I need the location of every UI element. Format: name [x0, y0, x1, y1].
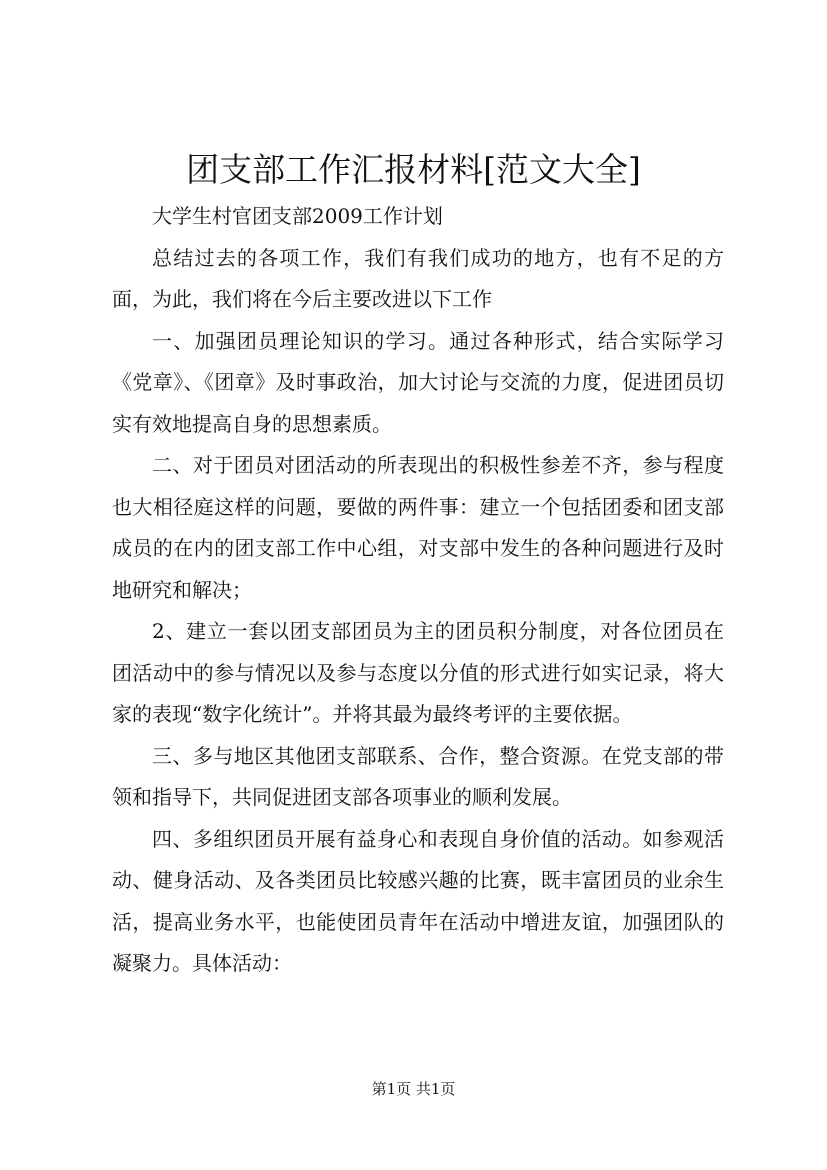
- paragraph-item-two-point-two: 2、建立一套以团支部团员为主的团员积分制度，对各位团员在团活动中的参与情况以及参与态度以分值的形式进行如实记录，将大家的表现“数字化统计”。并将其最为最终考评的主要依据。: [112, 619, 724, 726]
- paragraph-item-two: 二、对于团员对团活动的所表现出的积极性参差不齐，参与程度也大相径庭这样的问题，要做的两件事：建立一个包括团委和团支部成员的在内的团支部工作中心组，对支部中发生的各种问题进行及时地研究和解决；: [112, 453, 724, 602]
- paragraph-item-one: 一、加强团员理论知识的学习。通过各种形式，结合实际学习《党章》、《团章》及时事政治，加大讨论与交流的力度，促进团员切实有效地提高自身的思想素质。: [112, 328, 724, 436]
- paragraph-summary: 总结过去的各项工作，我们有我们成功的地方，也有不足的方面，为此，我们将在今后主要改进以下工作: [112, 245, 724, 311]
- page-footer: 第1页 共1页: [371, 1080, 456, 1098]
- document-subtitle: 大学生村官团支部2009工作计划: [152, 204, 443, 228]
- document-title: 团支部工作汇报材料[范文大全]: [186, 150, 641, 189]
- paragraph-item-four: 四、多组织团员开展有益身心和表现自身价值的活动。如参观活动、健身活动、及各类团员比较感兴趣的比赛，既丰富团员的业余生活，提高业务水平，也能使团员青年在活动中增进友谊，加强团队的凝聚力。具体活动：: [112, 826, 724, 975]
- paragraph-item-three: 三、多与地区其他团支部联系、合作，整合资源。在党支部的带领和指导下，共同促进团支部各项事业的顺利发展。: [112, 743, 724, 809]
- document-body: [112, 196, 724, 985]
